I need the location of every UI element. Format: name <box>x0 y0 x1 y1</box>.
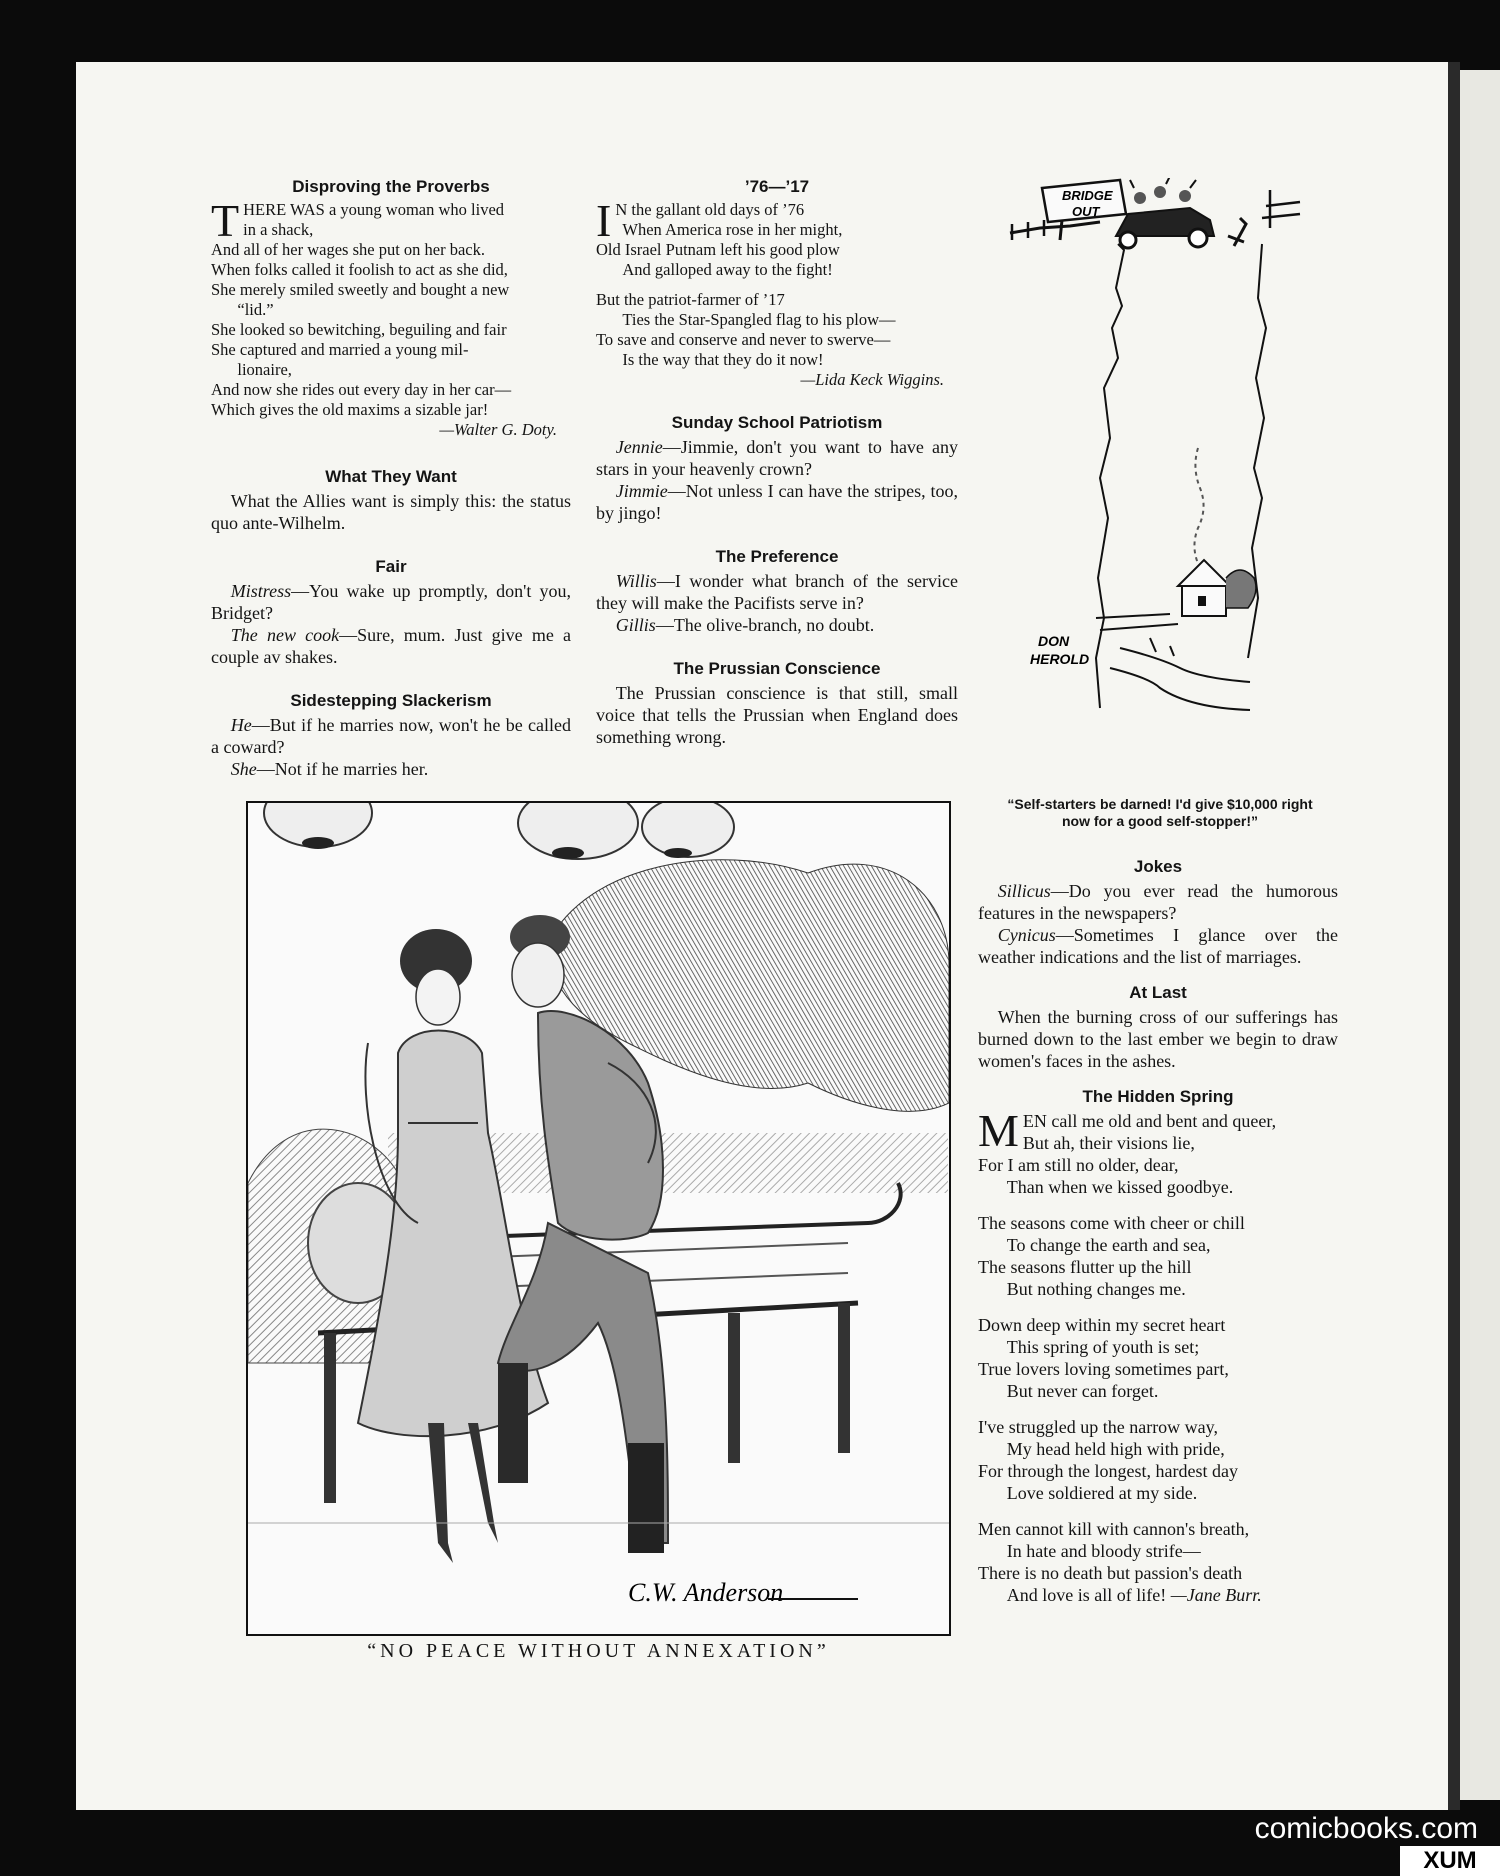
poem-line: lionaire, <box>237 360 292 379</box>
poem-line: Than when we kissed goodbye. <box>1006 1177 1234 1197</box>
poem-line: Ties the Star-Spangled flag to his plow— <box>622 310 896 329</box>
poem-line: To save and conserve and never to swerve— <box>596 330 891 349</box>
poem-line: She looked so bewitching, beguiling and fair <box>211 320 507 339</box>
sign-line-2: OUT <box>1072 204 1100 219</box>
poem-line-text: And love is all of life! <box>1006 1585 1167 1605</box>
speech: —Not if he marries her. <box>256 759 429 779</box>
speaker: The new cook <box>230 625 340 645</box>
poem-line: But never can forget. <box>1006 1381 1159 1401</box>
car-icon <box>1116 178 1214 248</box>
lantern-icon <box>264 803 372 849</box>
speech: —Not unless I can have the stripes, too, by jingo! <box>596 481 958 523</box>
cartoon-bridge-out <box>1000 178 1340 778</box>
article-title: The Preference <box>715 547 839 566</box>
cartoon-drawing <box>1000 178 1340 778</box>
poem-line: She merely smiled sweetly and bought a new <box>211 280 510 299</box>
poem-line: Is the way that they do it now! <box>622 350 824 369</box>
dialogue-line <box>596 480 958 524</box>
poem-line: She captured and married a young mil- <box>211 340 469 359</box>
speech: —Sure, mum. Just give me a couple av shakes. <box>211 625 571 667</box>
poem-line: And now she rides out every day in her car— <box>211 380 512 399</box>
poem-line: For I am still no older, dear, <box>978 1155 1179 1175</box>
author-byline: —Lida Keck Wiggins. <box>800 370 944 389</box>
speech: —But if he marries now, won't he be called a coward? <box>211 715 571 757</box>
dialogue-line <box>978 924 1338 968</box>
poem-line: True lovers loving sometimes part, <box>978 1359 1229 1379</box>
drop-cap: T <box>211 195 240 246</box>
column-right <box>978 856 1338 1606</box>
author-byline: —Jane Burr. <box>1170 1585 1262 1605</box>
article-title: Sidestepping Slackerism <box>290 691 492 710</box>
column-left <box>211 176 571 780</box>
speaker: Gillis <box>615 615 656 635</box>
house-icon <box>1178 560 1256 616</box>
speaker: Mistress <box>230 581 292 601</box>
watermark-site: comicbooks.com <box>1254 1812 1478 1845</box>
author-byline: —Walter G. Doty. <box>439 420 557 439</box>
speech: —Do you ever read the humorous features in the newspapers? <box>978 881 1338 923</box>
caption-line: “Self-starters be darned! I'd give $10,000 right <box>1007 796 1313 812</box>
speech: —Sometimes I glance over the weather indications and the list of marriages. <box>978 925 1338 967</box>
artist-signature-1: DON <box>1038 633 1070 649</box>
illustrator-signature: C.W. Anderson <box>628 1578 784 1607</box>
lantern-icon <box>642 803 734 858</box>
bridge-out-sign <box>1042 180 1126 240</box>
poem-line: Men cannot kill with cannon's breath, <box>978 1519 1250 1539</box>
article-title: Disproving the Proverbs <box>292 177 490 196</box>
article-title: Fair <box>375 557 407 576</box>
poem-hidden-spring <box>978 1105 1338 1606</box>
poem-line: And galloped away to the fight! <box>622 260 833 279</box>
poem-line: HERE WAS a young woman who lived <box>243 200 505 219</box>
poem-line: The seasons come with cheer or chill <box>978 1213 1245 1233</box>
speech: —I wonder what branch of the service they will make the Pacifists serve in? <box>596 571 958 613</box>
speaker: He <box>230 715 252 735</box>
poem-line: Down deep within my secret heart <box>978 1315 1226 1335</box>
dialogue-line <box>596 436 958 480</box>
dialogue-line <box>211 714 571 758</box>
poem-line: “lid.” <box>237 300 274 319</box>
illustration-caption: “NO PEACE WITHOUT ANNEXATION” <box>367 1640 830 1662</box>
poem-76-17 <box>596 195 958 390</box>
speaker: Sillicus <box>997 881 1051 901</box>
speaker: Willis <box>615 571 657 591</box>
speech: —Jimmie, don't you want to have any stars in your heavenly crown? <box>596 437 958 479</box>
watermark-badge: XUM <box>1400 1846 1500 1876</box>
article-title: The Prussian Conscience <box>673 659 881 678</box>
speaker: Cynicus <box>997 925 1056 945</box>
poem-line: EN call me old and bent and queer, <box>1022 1111 1277 1131</box>
dialogue-line <box>978 880 1338 924</box>
article-title: Sunday School Patriotism <box>671 413 883 432</box>
poem-disproving-proverbs <box>211 195 571 440</box>
dialogue-line <box>596 570 958 614</box>
dialogue-line <box>596 614 958 636</box>
poem-line: To change the earth and sea, <box>1006 1235 1211 1255</box>
poem-line: When America rose in her might, <box>622 220 843 239</box>
facing-page-edge <box>1460 70 1500 1800</box>
dialogue-line <box>211 580 571 624</box>
cartoon-caption <box>970 796 1350 830</box>
poem-line: And all of her wages she put on her back. <box>211 240 485 259</box>
poem-line <box>978 1584 1338 1606</box>
poem-line: For through the longest, hardest day <box>978 1461 1238 1481</box>
poem-line: In hate and bloody strife— <box>1006 1541 1201 1561</box>
poem-line: Which gives the old maxims a sizable jar! <box>211 400 489 419</box>
drop-cap: I <box>596 195 612 246</box>
speech: —You wake up promptly, don't you, Bridget? <box>211 581 571 623</box>
artist-signature-2: HEROLD <box>1030 651 1090 667</box>
poem-line: in a shack, <box>243 220 314 239</box>
article-text: The Prussian conscience is that still, small voice that tells the Prussian when England does something wrong. <box>596 683 958 747</box>
article-title: The Hidden Spring <box>1082 1087 1234 1106</box>
poem-line: Love soldiered at my side. <box>1006 1483 1198 1503</box>
article-title: What They Want <box>325 467 457 486</box>
speaker: Jennie <box>615 437 663 457</box>
article-title: Jokes <box>1133 857 1183 876</box>
article-text: When the burning cross of our sufferings has burned down to the last ember we begin to draw women's faces in the ashes. <box>978 1007 1338 1071</box>
poem-line: My head held high with pride, <box>1006 1439 1225 1459</box>
article-title: At Last <box>1129 983 1187 1002</box>
speech: —The olive-branch, no doubt. <box>655 615 875 635</box>
article-title: ’76—’17 <box>744 177 810 196</box>
illustration-drawing <box>248 803 949 1634</box>
poem-line: But nothing changes me. <box>1006 1279 1186 1299</box>
speaker: Jimmie <box>615 481 668 501</box>
poem-line: When folks called it foolish to act as she did, <box>211 260 508 279</box>
poem-line: I've struggled up the narrow way, <box>978 1417 1219 1437</box>
drop-cap: M <box>978 1105 1019 1156</box>
speaker: She <box>230 759 257 779</box>
dialogue-line <box>211 758 571 780</box>
poem-line: There is no death but passion's death <box>978 1563 1243 1583</box>
poem-line: But the patriot-farmer of ’17 <box>596 290 785 309</box>
poem-line: The seasons flutter up the hill <box>978 1257 1192 1277</box>
caption-line: now for a good self-stopper!” <box>1062 813 1258 829</box>
article-text: What the Allies want is simply this: the status quo ante-Wilhelm. <box>211 491 571 533</box>
poem-line: Old Israel Putnam left his good plow <box>596 240 840 259</box>
watermark <box>1225 1812 1500 1876</box>
illustration-couple-on-bench <box>246 801 951 1636</box>
lantern-icon <box>518 803 638 859</box>
page-gutter <box>1448 62 1460 1810</box>
poem-line: But ah, their visions lie, <box>1022 1133 1195 1153</box>
sign-line-1: BRIDGE <box>1062 188 1113 203</box>
poem-line: N the gallant old days of ’76 <box>615 200 805 219</box>
dialogue-line <box>211 624 571 668</box>
poem-line: This spring of youth is set; <box>1006 1337 1200 1357</box>
column-middle <box>596 176 958 748</box>
